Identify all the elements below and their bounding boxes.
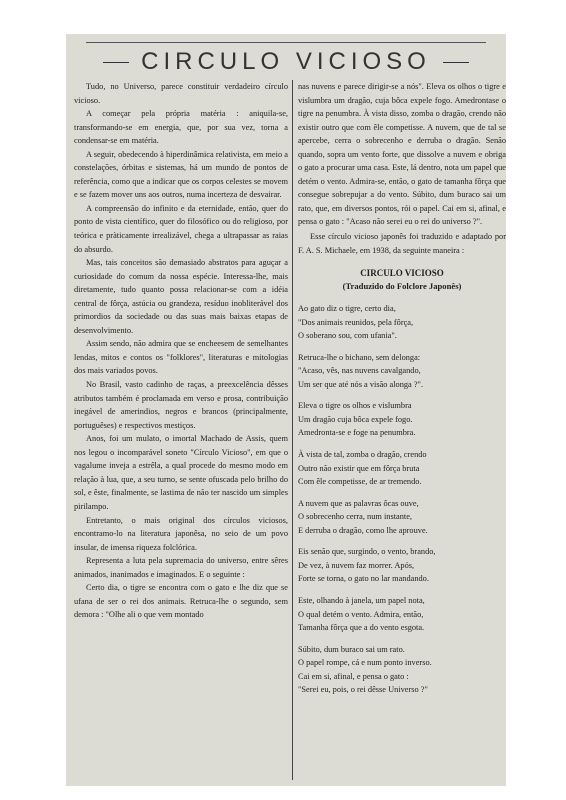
right-column [298, 80, 506, 705]
poem-line: A nuvem que as palavras ôcas ouve, [298, 498, 419, 508]
paragraph: Certo dia, o tigre se encontra com o gato e lhe diz que se ufana de ser o rei dos animais. Retruca-lhe o segundo, sem demora : "Olhe ali o que vem montado [74, 583, 288, 620]
poem-line: "Serei eu, pois, o rei dêsse Universo ?" [298, 685, 428, 695]
poem-line: Eleva o tigre os olhos e vislumbra [298, 401, 412, 411]
poem-line: Este, olhando à janela, um papel nota, [298, 595, 425, 605]
poem-line: Um dragão cuja bôca expele fogo. [298, 414, 413, 424]
top-rule [86, 42, 486, 43]
paragraph: A compreensão do infinito e da eternidade, então, quer do ponto de vista científico, quer do filosófico ou do religioso, por teórica e pràticamente irrealizável, chega a ultrapassar as raias do absurdo. [74, 203, 288, 254]
poem-stanza [298, 448, 506, 489]
paragraph: A seguir, obedecendo à hiperdinâmica relativista, em meio a constelações, órbitas e sistemas, há um mundo de pontos de referência, como que a indicar que os corpos celestes se movem e se fazem mover uns aos outros, numa incerteza de desvairar. [74, 149, 288, 200]
poem-stanza [298, 497, 506, 538]
poem-line: Eis senão que, surgindo, o vento, brando, [298, 547, 436, 557]
poem-stanza [298, 351, 506, 392]
title-dash-left [103, 62, 129, 63]
paragraph: No Brasil, vasto cadinho de raças, a preexcelência dêsses atributos também é proclamada em verso e prosa, contribuição inegável de amerindios, negros e brancos (principalmente, portuguêses) e respectivos mestiços. [74, 380, 288, 430]
poem-line: Retruca-lhe o bichano, sem delonga: [298, 352, 421, 362]
poem-subtitle: (Traduzido do Folclore Japonês) [342, 281, 462, 292]
poem-line: Um ser que até nós a visão alonga ?". [298, 379, 424, 389]
poem-line: Amedronta-se e foge na penumbra. [298, 428, 416, 438]
poem-line: Tamanha fôrça que a do vento esgota. [298, 623, 425, 633]
paragraph: Representa a luta pela supremacia do universo, entre sêres animados, inanimados e imaginados. E o seguinte : [74, 556, 288, 579]
poem-stanza [298, 302, 506, 343]
paragraph: Esse círculo vicioso japonês foi traduzido e adaptado por F. A. S. Michaele, em 1938, da seguinte maneira : [298, 232, 506, 255]
paragraph: Anos, foi um mulato, o imortal Machado de Assis, quem nos legou o incomparável soneto "Círculo Vicioso", em que o vagalume inveja a estrêla, a qual procede do mesmo modo em relação à lua, que, a seu turno, se sente ofuscada pelo brilho do sol, e êste, finalmente, se lastima de não ter nascido um simples pirilampo. [74, 434, 288, 511]
poem-line: Forte se torna, o gato no lar mandando. [298, 574, 429, 584]
paragraph: Entretanto, o mais original dos círculos viciosos, encontramo-lo na literatura japonêsa, no seio de um povo insular, de imensa riqueza folclórica. [74, 515, 288, 552]
poem [298, 302, 506, 697]
poem-line: O papel rompe, cá e num ponto inverso. [298, 658, 432, 668]
title-dash-right [443, 62, 469, 63]
paragraph: Tudo, no Universo, parece constituir verdadeiro círculo vicioso. [74, 82, 288, 105]
poem-stanza [298, 643, 506, 697]
poem-line: À vista de tal, zomba o dragão, crendo [298, 450, 427, 460]
paragraph: A começar pela própria matéria : aniquila-se, transformando-se em energia, que, por sua vez, torna a condensar-se em matéria. [74, 109, 288, 146]
page-header [66, 48, 506, 78]
poem-line: O qual detém o vento. Admira, então, [298, 609, 424, 619]
poem-line: E derruba o dragão, como lhe aprouve. [298, 525, 428, 535]
poem-stanza [298, 399, 506, 440]
poem-line: O sobrecenho cerra, num instante, [298, 512, 412, 522]
paragraph: Mas, tais conceitos são demasiado abstratos para aguçar a curiosidade do comum da nossa espécie. Interessa-lhe, mais diretamente, tudo quanto possa relacionar-se com a idéia central de fôrça, astúcia ou grandeza, resíduo inobliterável dos primordios da sociedade ou das suas mais baixas etapas de desenvolvimento. [74, 258, 288, 335]
poem-line: "Acaso, vês, nas nuvens cavalgando, [298, 366, 421, 376]
paragraph: nas nuvens e parece dirigir-se a nós". Eleva os olhos o tigre e vislumbra um dragão, cuja bôca expele fogo. Amedrontase o tigre na penumbra. À vista disso, zomba o dragão, crendo não existir outro que com êle competisse. A nuvem, que de tal se apercebe, cerra o sobrecenho e derruba o dragão. Senão quando, sopra um vento forte, que dissolve a nuvem e obriga o gato a procurar uma casa. Este, lá dentro, nota um papel que detém o vento. Admira-se, então, o gato de tamanha fôrça que consegue sobrepujar a do vento. Súbito, dum buraco sai um rato, que, em diversos pontos, rói o papel. Cai em si, afinal, e pensa o gato : "Acaso não serei eu o rei do universo ?". [298, 82, 506, 227]
poem-title: CIRCULO VICIOSO [360, 268, 444, 279]
poem-line: Súbito, dum buraco sai um rato. [298, 644, 405, 654]
left-column [74, 80, 288, 622]
magazine-page [66, 34, 506, 786]
column-divider [292, 80, 293, 780]
poem-line: Com êle competisse, de ar tremendo. [298, 477, 422, 487]
poem-line: De vez, à nuvem faz morrer. Após, [298, 560, 415, 570]
page-title: CIRCULO VICIOSO [141, 48, 431, 75]
poem-line: O soberano sou, com ufania". [298, 331, 397, 341]
poem-stanza [298, 594, 506, 635]
poem-line: "Dos animais reunidos, pela fôrça, [298, 317, 414, 327]
poem-line: Cai em si, afinal, e pensa o gato : [298, 671, 409, 681]
poem-line: Outro não existir que em fôrça bruta [298, 463, 420, 473]
poem-stanza [298, 545, 506, 586]
paragraph: Assim sendo, não admira que se encheesem de semelhantes lendas, mitos e contos os "folklores", literaturas e mitologias dos mais variados povos. [74, 339, 288, 376]
poem-line: Ao gato diz o tigre, certo dia, [298, 304, 396, 314]
